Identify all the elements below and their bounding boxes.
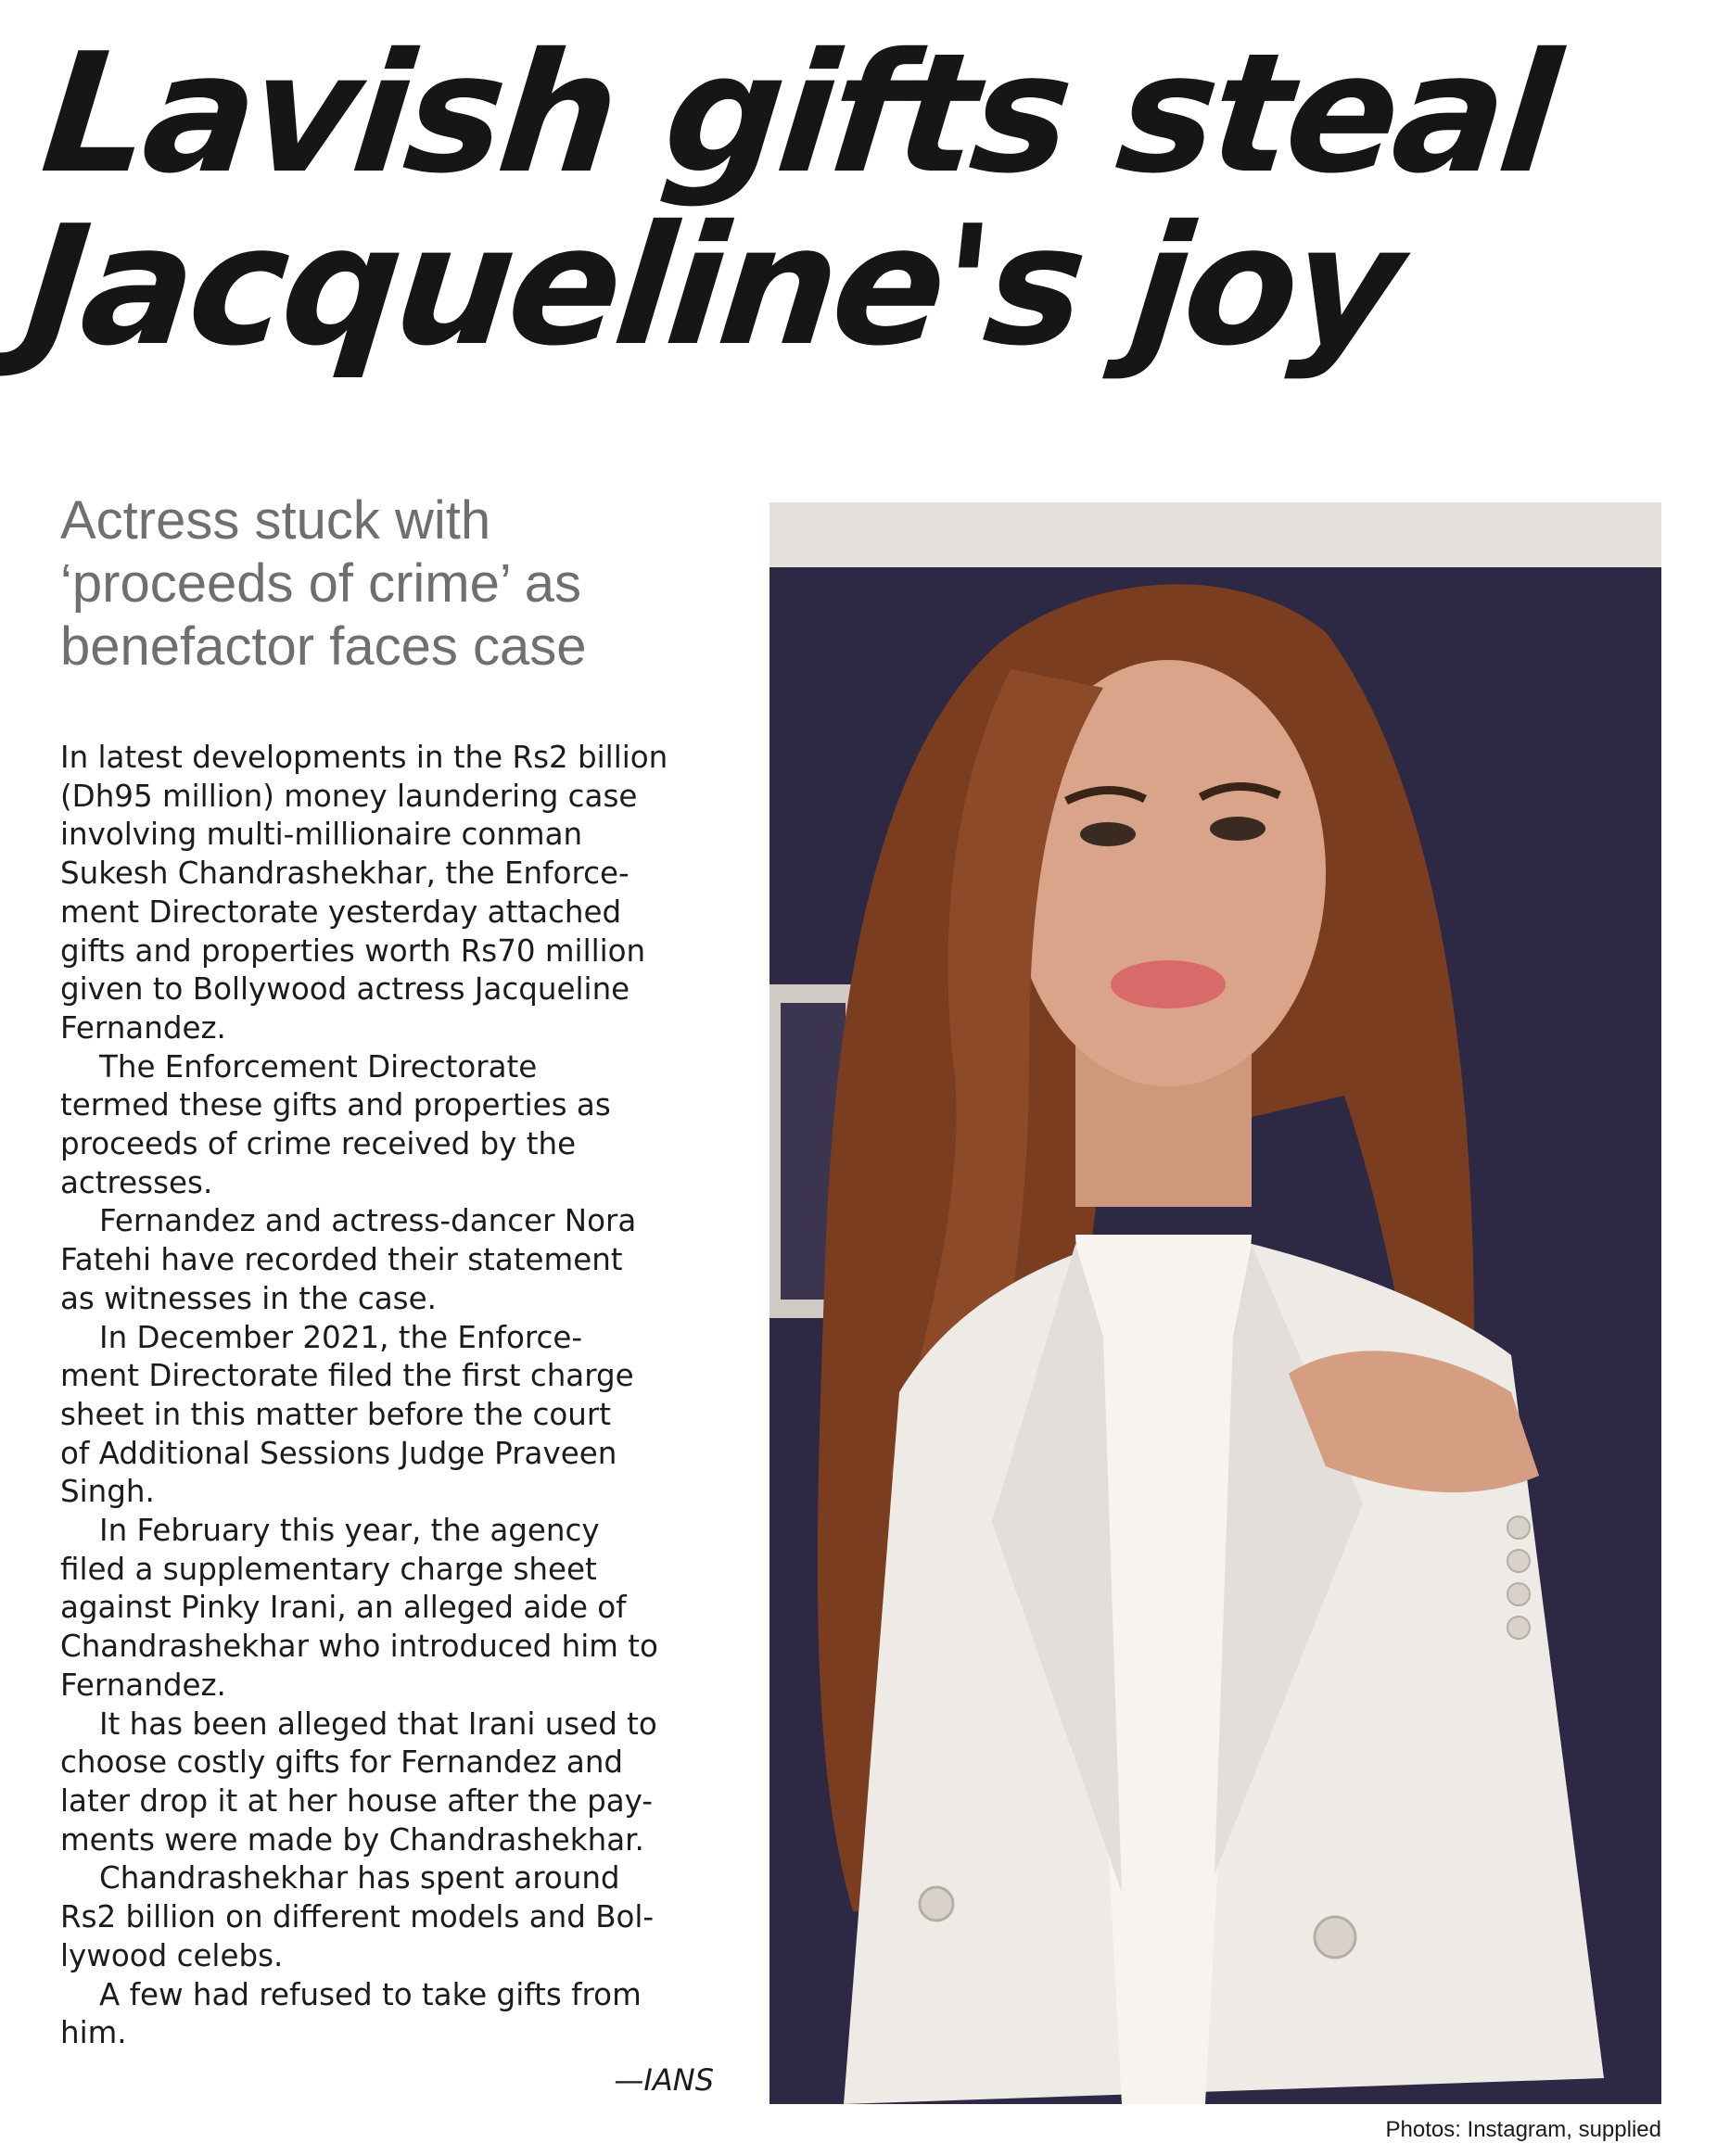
article-paragraph-7	[60, 1859, 728, 1975]
left-eye	[1080, 822, 1136, 846]
ceiling	[769, 502, 1661, 567]
article-photo	[769, 502, 1661, 2104]
article-line: Fernandez and actress-dancer Nora	[99, 1203, 637, 1239]
article-line: him.	[60, 2015, 127, 2051]
blazer-button	[920, 1887, 953, 1921]
article-line: ment Directorate yesterday attached	[60, 894, 622, 930]
sleeve-button	[1507, 1617, 1530, 1639]
article-line: lywood celebs.	[60, 1937, 284, 1973]
subheadline-line-2: ‘proceeds of crime’ as	[60, 553, 581, 614]
headline	[16, 18, 1685, 382]
subheadline-line-3: benefactor faces case	[60, 616, 587, 677]
lips	[1111, 960, 1226, 1008]
portrait-illustration	[769, 502, 1661, 2104]
article-line: termed these gifts and properties as	[60, 1087, 611, 1123]
article-line: sheet in this matter before the court	[60, 1396, 611, 1432]
sleeve-button	[1507, 1550, 1530, 1572]
subheadline	[60, 489, 728, 679]
article-paragraph-4	[60, 1319, 728, 1513]
article-line: as witnesses in the case.	[60, 1280, 437, 1316]
article-line: (Dh95 million) money laundering case	[60, 778, 638, 814]
article-line: ment Directorate filed the first charge	[60, 1358, 634, 1394]
article-line: Chandrashekhar has spent around	[99, 1860, 620, 1896]
article-line: later drop it at her house after the pay-	[60, 1782, 654, 1819]
blazer-button	[1315, 1917, 1355, 1958]
article-line: involving multi-millionaire conman	[60, 817, 583, 853]
article-line: Singh.	[60, 1474, 155, 1510]
article-line: Fernandez.	[60, 1009, 226, 1046]
article-line: choose costly gifts for Fernandez and	[60, 1744, 624, 1781]
article-paragraph-2	[60, 1048, 728, 1203]
article-line: filed a supplementary charge sheet	[60, 1551, 597, 1587]
article-paragraph-6	[60, 1706, 728, 1860]
article-line: Fatehi have recorded their statement	[60, 1242, 623, 1278]
article-line: given to Bollywood actress Jacqueline	[60, 971, 630, 1008]
article-line: Fernandez.	[60, 1667, 226, 1703]
sleeve-button	[1507, 1583, 1530, 1605]
article-line: Sukesh Chandrashekhar, the Enforce-	[60, 856, 630, 892]
headline-line-2: Jacqueline's joy	[16, 190, 1407, 382]
article-paragraph-5	[60, 1512, 728, 1706]
article-body	[60, 739, 728, 2053]
article-line: against Pinky Irani, an alleged aide of	[60, 1590, 627, 1626]
article-line: It has been alleged that Irani used to	[99, 1706, 657, 1742]
headline-line-1: Lavish gifts steal	[34, 18, 1564, 209]
article-line: ments were made by Chandrashekhar.	[60, 1821, 644, 1858]
article-line: A few had refused to take gifts from	[99, 1976, 642, 2012]
article-line: The Enforcement Directorate	[99, 1048, 538, 1084]
article-line: In latest developments in the Rs2 billion	[60, 740, 668, 775]
article-line: In February this year, the agency	[99, 1513, 600, 1549]
right-eye	[1210, 817, 1265, 841]
article-line: gifts and properties worth Rs70 million	[60, 932, 646, 969]
article-paragraph-1	[60, 739, 728, 1048]
article-line: Rs2 billion on different models and Bol-	[60, 1899, 655, 1935]
article-line: of Additional Sessions Judge Praveen	[60, 1435, 617, 1471]
sleeve-button	[1507, 1516, 1530, 1539]
article-line: In December 2021, the Enforce-	[99, 1319, 583, 1355]
article-paragraph-3	[60, 1202, 728, 1318]
article-line: proceeds of crime received by the	[60, 1126, 577, 1162]
article-line: actresses.	[60, 1164, 213, 1200]
article-paragraph-8	[60, 1976, 728, 2053]
byline: —IANS	[614, 2062, 714, 2098]
subheadline-line-1: Actress stuck with	[60, 490, 491, 551]
photo-credit: Photos: Instagram, supplied	[1385, 2117, 1661, 2142]
article-line: Chandrashekhar who introduced him to	[60, 1629, 658, 1665]
